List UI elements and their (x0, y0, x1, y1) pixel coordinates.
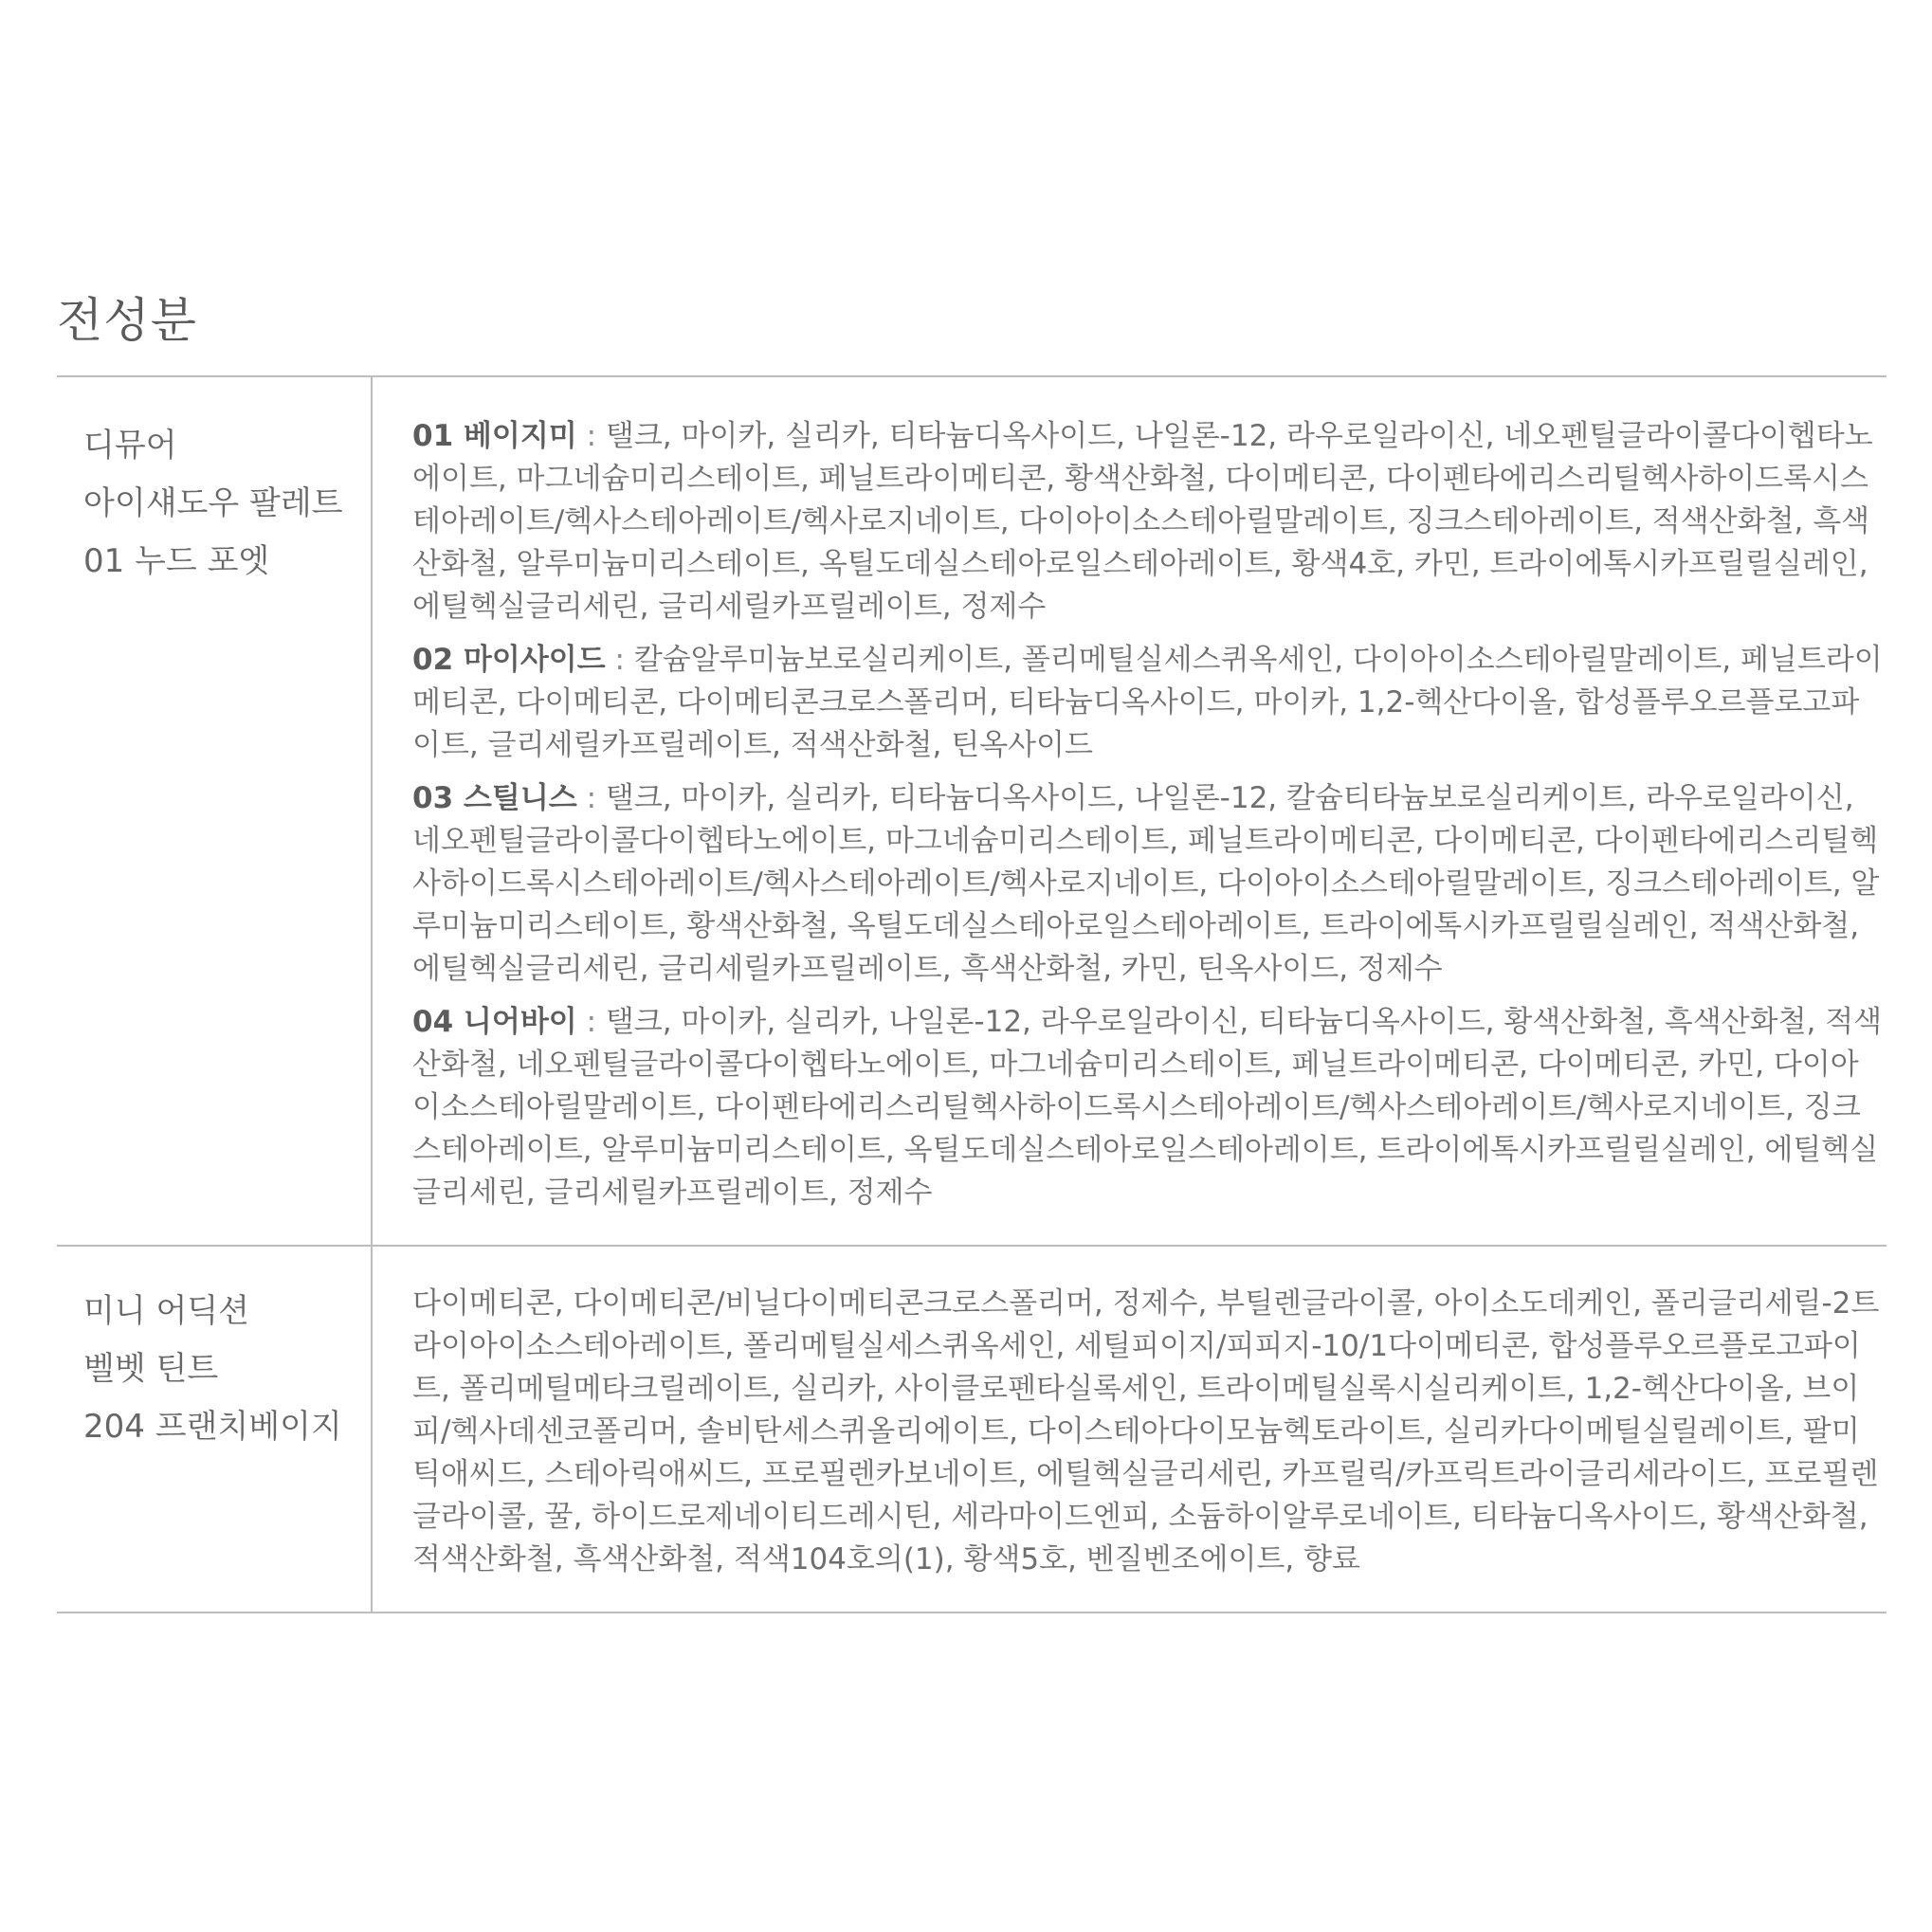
shade-separator: : (576, 1005, 606, 1039)
product-name-line: 01 누드 포엣 (83, 542, 270, 580)
ingredient-list: 탤크, 마이카, 실리카, 나일론-12, 라우로일라이신, 티타늄디옥사이드, 황색산화철, 흑색산화철, 적색산화철, 네오펜틸글라이콜다이헵타노에이트, 마그네슘미리스테이트, 페닐트라이메티콘, 다이메티콘, 카민, 다이아이소스테아릴말레이트, 다이펜타에리스리틸헥사하이드록시스테아레이트/헥사스테아레이트/헥사로지네이트, 징크스테아레이트, 알루미늄미리스테이트, 옥틸도데실스테아로일스테아레이트, 트라이에톡시카프릴릴실레인, 에틸헥실글리세린, 글리세릴카프릴레이트, 정제수 (412, 1005, 1883, 1210)
ingredients-cell (373, 377, 1886, 1245)
page-title: 전성분 (57, 293, 197, 348)
shade-separator: : (576, 419, 606, 453)
ingredients-table (57, 375, 1886, 1613)
shade-name: 02 마이사이드 (412, 643, 606, 677)
shade-separator: : (576, 781, 606, 815)
shade-separator: : (605, 643, 634, 677)
product-name-line: 아이섀도우 팔레트 (83, 484, 343, 522)
shade-name: 04 니어바이 (412, 1005, 577, 1039)
product-name-cell (57, 1247, 373, 1612)
product-name-line: 벨벳 틴트 (83, 1350, 219, 1388)
shade-ingredients (412, 415, 1886, 629)
ingredient-list: 칼슘알루미늄보로실리케이트, 폴리메틸실세스퀴옥세인, 다이아이소스테아릴말레이트, 페닐트라이메티콘, 다이메티콘, 다이메티콘크로스폴리머, 티타늄디옥사이드, 마이카, 1,2-헥산다이올, 합성플루오르플로고파이트, 글리세릴카프릴레이트, 적색산화철, 틴옥사이드 (412, 643, 1883, 762)
ingredient-list: 다이메티콘, 다이메티콘/비닐다이메티콘크로스폴리머, 정제수, 부틸렌글라이콜, 아이소도데케인, 폴리글리세릴-2트라이아이소스테아레이트, 폴리메틸실세스퀴옥세인, 세틸피이지/피피지-10/1다이메티콘, 합성플루오르플로고파이트, 폴리메틸메타크릴레이트, 실리카, 사이클로펜타실록세인, 트라이메틸실록시실리케이트, 1,2-헥산다이올, 브이피/헥사데센코폴리머, 솔비탄세스퀴올리에이트, 다이스테아다이모늄헥토라이트, 실리카다이메틸실릴레이트, 팔미틱애씨드, 스테아릭애씨드, 프로필렌카보네이트, 에틸헥실글리세린, 카프릴릭/카프릭트라이글리세라이드, 프로필렌글라이콜, 꿀, 하이드로제네이티드레시틴, 세라마이드엔피, 소듐하이알루로네이트, 티타늄디옥사이드, 황색산화철, 적색산화철, 흑색산화철, 적색104호의(1), 황색5호, 벤질벤조에이트, 향료 (412, 1286, 1880, 1577)
shade-ingredients (412, 1001, 1886, 1214)
product-row-tint (57, 1247, 1886, 1613)
product-name-cell (57, 377, 373, 1245)
ingredient-list: 탤크, 마이카, 실리카, 티타늄디옥사이드, 나일론-12, 칼슘티타늄보로실리케이트, 라우로일라이신, 네오펜틸글라이콜다이헵타노에이트, 마그네슘미리스테이트, 페닐트라이메티콘, 다이메티콘, 다이펜타에리스리틸헥사하이드록시스테아레이트/헥사스테아레이트/헥사로지네이트, 다이아이소스테아릴말레이트, 징크스테아레이트, 알루미늄미리스테이트, 황색산화철, 옥틸도데실스테아로일스테아레이트, 트라이에톡시카프릴릴실레인, 적색산화철, 에틸헥실글리세린, 글리세릴카프릴레이트, 흑색산화철, 카민, 틴옥사이드, 정제수 (412, 781, 1880, 986)
shade-ingredients (412, 777, 1886, 991)
product-row-eyeshadow (57, 377, 1886, 1247)
shade-name: 01 베이지미 (412, 419, 577, 453)
product-name-line: 디뮤어 (83, 427, 177, 465)
product-name-line: 204 프랜치베이지 (83, 1408, 342, 1446)
shade-ingredients (412, 639, 1886, 767)
shade-name: 03 스틸니스 (412, 781, 577, 815)
ingredient-list: 탤크, 마이카, 실리카, 티타늄디옥사이드, 나일론-12, 라우로일라이신, 네오펜틸글라이콜다이헵타노에이트, 마그네슘미리스테이트, 페닐트라이메티콘, 황색산화철, 다이메티콘, 다이펜타에리스리틸헥사하이드록시스테아레이트/헥사스테아레이트/헥사로지네이트, 다이아이소스테아릴말레이트, 징크스테아레이트, 적색산화철, 흑색산화철, 알루미늄미리스테이트, 옥틸도데실스테아로일스테아레이트, 황색4호, 카민, 트라이에톡시카프릴릴실레인, 에틸헥실글리세린, 글리세릴카프릴레이트, 정제수 (412, 419, 1873, 624)
ingredients-cell (373, 1247, 1886, 1612)
product-name-line: 미니 어딕션 (83, 1292, 250, 1330)
